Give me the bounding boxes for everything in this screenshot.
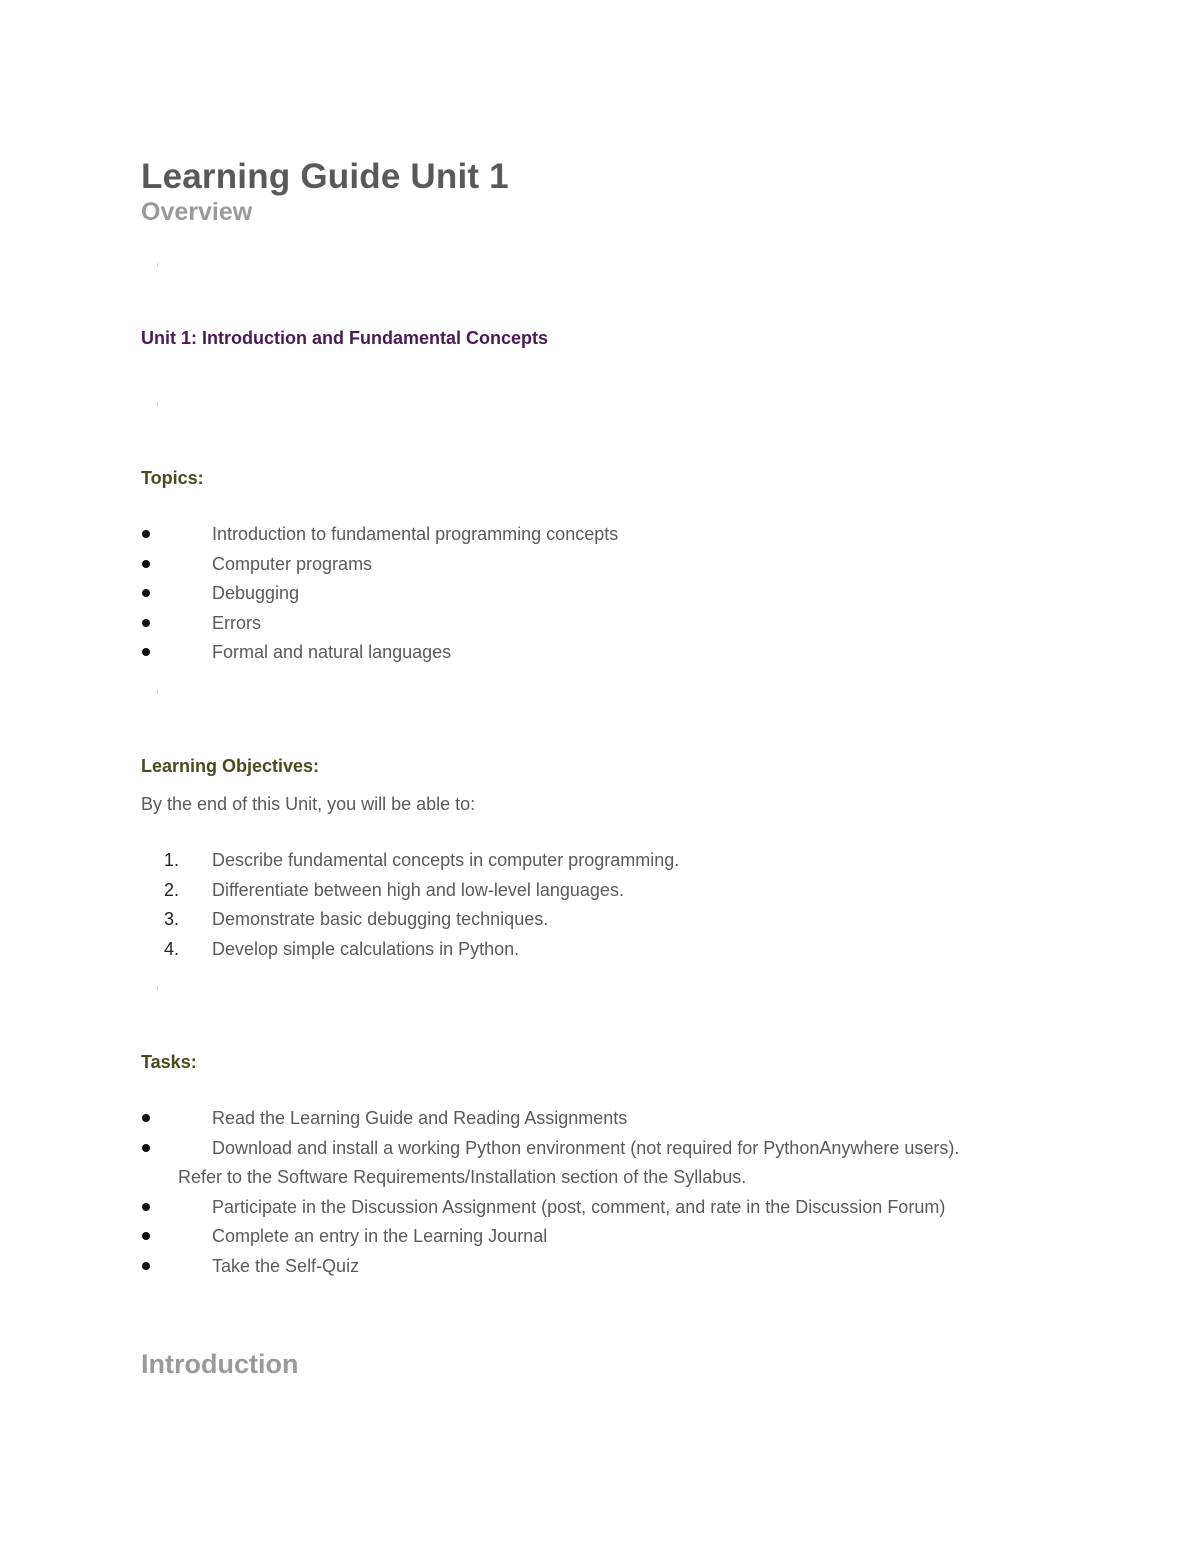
- topic-text: Errors: [212, 612, 261, 633]
- list-item-continuation: [141, 1165, 1101, 1195]
- list-item: [141, 640, 1101, 670]
- list-item: [141, 1254, 1101, 1284]
- bullet-icon: [142, 530, 150, 538]
- bullet-icon: [142, 619, 150, 627]
- topic-text: Debugging: [212, 583, 300, 603]
- topic-text: Introduction to fundamental programming concepts: [212, 524, 619, 544]
- objective-text: Differentiate between high and low-level languages.: [212, 879, 624, 900]
- list-item: [141, 1224, 1101, 1254]
- task-text: Refer to the Software Requirements/Installation section of the Syllabus.: [178, 1167, 747, 1187]
- spacer-mark: [157, 689, 158, 694]
- bullet-icon: [142, 1144, 150, 1152]
- bullet-icon: [142, 1262, 150, 1270]
- spacer-mark: [157, 402, 158, 407]
- task-text: Take the Self-Quiz: [212, 1255, 360, 1276]
- list-item: [141, 937, 1101, 967]
- bullet-icon: [142, 1203, 150, 1211]
- spacer-mark: [157, 262, 158, 267]
- bullet-icon: [142, 1232, 150, 1240]
- task-text: Participate in the Discussion Assignment (post, comment, and rate in the Discussion Forum): [212, 1196, 946, 1217]
- item-number: 2.: [164, 879, 180, 900]
- bullet-icon: [142, 589, 150, 597]
- objectives-heading: Learning Objectives:: [141, 756, 320, 776]
- bullet-icon: [142, 648, 150, 656]
- topics-list: [141, 522, 1101, 670]
- spacer-mark: [157, 986, 158, 991]
- item-number: 1.: [164, 850, 180, 870]
- list-item: [141, 1106, 1101, 1136]
- task-text: Complete an entry in the Learning Journal: [212, 1226, 548, 1246]
- introduction-heading: Introduction: [141, 1349, 299, 1379]
- task-text: Download and install a working Python environment (not required for PythonAnywhere users).: [212, 1137, 960, 1158]
- objective-text: Develop simple calculations in Python.: [212, 938, 520, 959]
- tasks-heading: Tasks:: [141, 1052, 197, 1072]
- list-item: [141, 581, 1101, 611]
- list-item: [141, 907, 1101, 937]
- objective-text: Describe fundamental concepts in computer programming.: [212, 850, 680, 870]
- topics-heading: Topics:: [141, 468, 204, 488]
- topic-text: Computer programs: [212, 553, 373, 574]
- objectives-intro: By the end of this Unit, you will be able to:: [141, 794, 476, 814]
- objective-text: Demonstrate basic debugging techniques.: [212, 909, 549, 929]
- item-number: 4.: [164, 938, 180, 959]
- bullet-icon: [142, 560, 150, 568]
- list-item: [141, 611, 1101, 641]
- list-item: [141, 878, 1101, 908]
- bullet-icon: [142, 1114, 150, 1122]
- page-subtitle: Overview: [141, 198, 253, 226]
- list-item: [141, 1136, 1101, 1166]
- list-item: [141, 522, 1101, 552]
- item-number: 3.: [164, 909, 180, 929]
- tasks-list: [141, 1106, 1101, 1283]
- task-text: Read the Learning Guide and Reading Assignments: [212, 1108, 628, 1128]
- page-title: Learning Guide Unit 1: [141, 157, 509, 196]
- topic-text: Formal and natural languages: [212, 642, 452, 662]
- list-item: [141, 552, 1101, 582]
- list-item: [141, 848, 1101, 878]
- objectives-list: [141, 848, 1101, 966]
- list-item: [141, 1195, 1101, 1225]
- unit-heading: Unit 1: Introduction and Fundamental Concepts: [141, 328, 548, 348]
